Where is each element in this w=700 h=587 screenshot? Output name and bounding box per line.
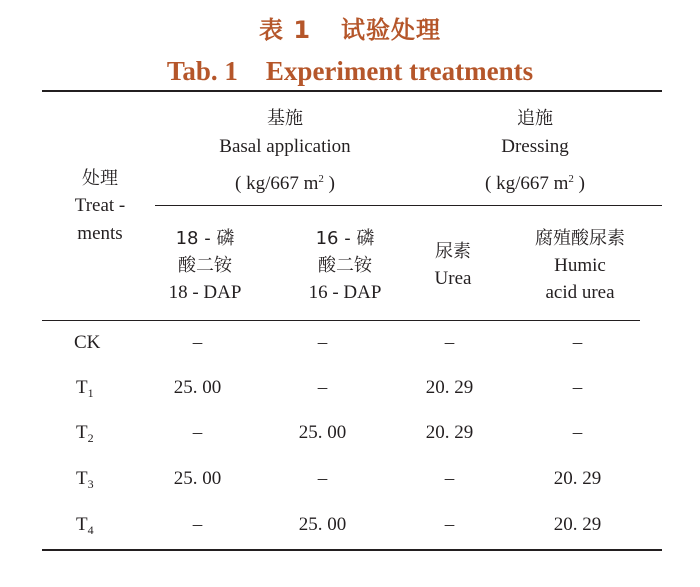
- cell-18dap: –: [192, 514, 203, 535]
- header-treatment-cn: 处理: [82, 168, 118, 189]
- header-col-humic-en-1: Humic: [554, 255, 606, 276]
- row-label: $T_4$: [76, 514, 94, 537]
- cell-16dap: 25. 00: [298, 514, 347, 535]
- table-caption-cn: 试验处理: [341, 16, 442, 44]
- table-title-cn: [0, 10, 700, 45]
- row-label: $T_1$: [76, 377, 94, 400]
- header-col-humic-en-2: acid urea: [545, 282, 615, 303]
- row-label: $T_3$: [76, 468, 94, 491]
- table-number-cn: 表 1: [258, 16, 312, 44]
- cell-18dap: 25. 00: [173, 468, 222, 489]
- cell-16dap: –: [317, 377, 328, 398]
- header-treatment-en-1: Treat -: [74, 195, 126, 216]
- cell-16dap: 25. 00: [298, 422, 347, 443]
- header-col-16dap-cn-2: 酸二铵: [318, 255, 372, 276]
- header-basal-cn: 基施: [267, 108, 303, 129]
- cell-humic-urea: 20. 29: [553, 514, 602, 535]
- header-col-16dap-cn-1: 16 - 磷: [315, 228, 375, 249]
- cell-16dap: –: [317, 468, 328, 489]
- header-col-urea-en: Urea: [434, 268, 472, 289]
- bottom-rule: [42, 549, 662, 551]
- cell-humic-urea: –: [572, 422, 583, 443]
- header-dressing-cn: 追施: [517, 108, 553, 129]
- header-dressing-en: Dressing: [501, 136, 569, 157]
- header-dressing-unit: ( kg/667 $m^2$ ): [485, 173, 585, 194]
- cell-humic-urea: 20. 29: [553, 468, 602, 489]
- header-basal-en: Basal application: [219, 136, 351, 157]
- cell-urea: 20. 29: [425, 377, 474, 398]
- top-rule: [42, 90, 662, 92]
- cell-18dap: 25. 00: [173, 377, 222, 398]
- cell-urea: –: [444, 468, 455, 489]
- group-rule: [155, 205, 662, 206]
- row-label: $T_2$: [76, 422, 94, 445]
- header-col-18dap-en: 18 - DAP: [168, 282, 242, 303]
- header-col-18dap-cn-2: 酸二铵: [178, 255, 232, 276]
- row-label: CK: [74, 332, 101, 353]
- table-number-en: Tab. 1: [166, 56, 238, 86]
- cell-humic-urea: –: [572, 377, 583, 398]
- header-col-18dap-cn-1: 18 - 磷: [175, 228, 235, 249]
- table-caption-en: Experiment treatments: [265, 56, 534, 86]
- cell-18dap: –: [192, 422, 203, 443]
- header-bottom-rule: [42, 320, 640, 321]
- header-col-urea-cn: 尿素: [435, 241, 471, 262]
- header-treatment-en-2: ments: [77, 223, 123, 244]
- cell-urea: –: [444, 332, 455, 353]
- cell-humic-urea: –: [572, 332, 583, 353]
- header-basal-unit: ( kg/667 $m^2$ ): [235, 173, 335, 194]
- table-title-en: [0, 56, 700, 87]
- cell-urea: –: [444, 514, 455, 535]
- cell-16dap: –: [317, 332, 328, 353]
- header-col-humic-cn: 腐殖酸尿素: [535, 228, 625, 249]
- cell-18dap: –: [192, 332, 203, 353]
- header-col-16dap-en: 16 - DAP: [308, 282, 382, 303]
- cell-urea: 20. 29: [425, 422, 474, 443]
